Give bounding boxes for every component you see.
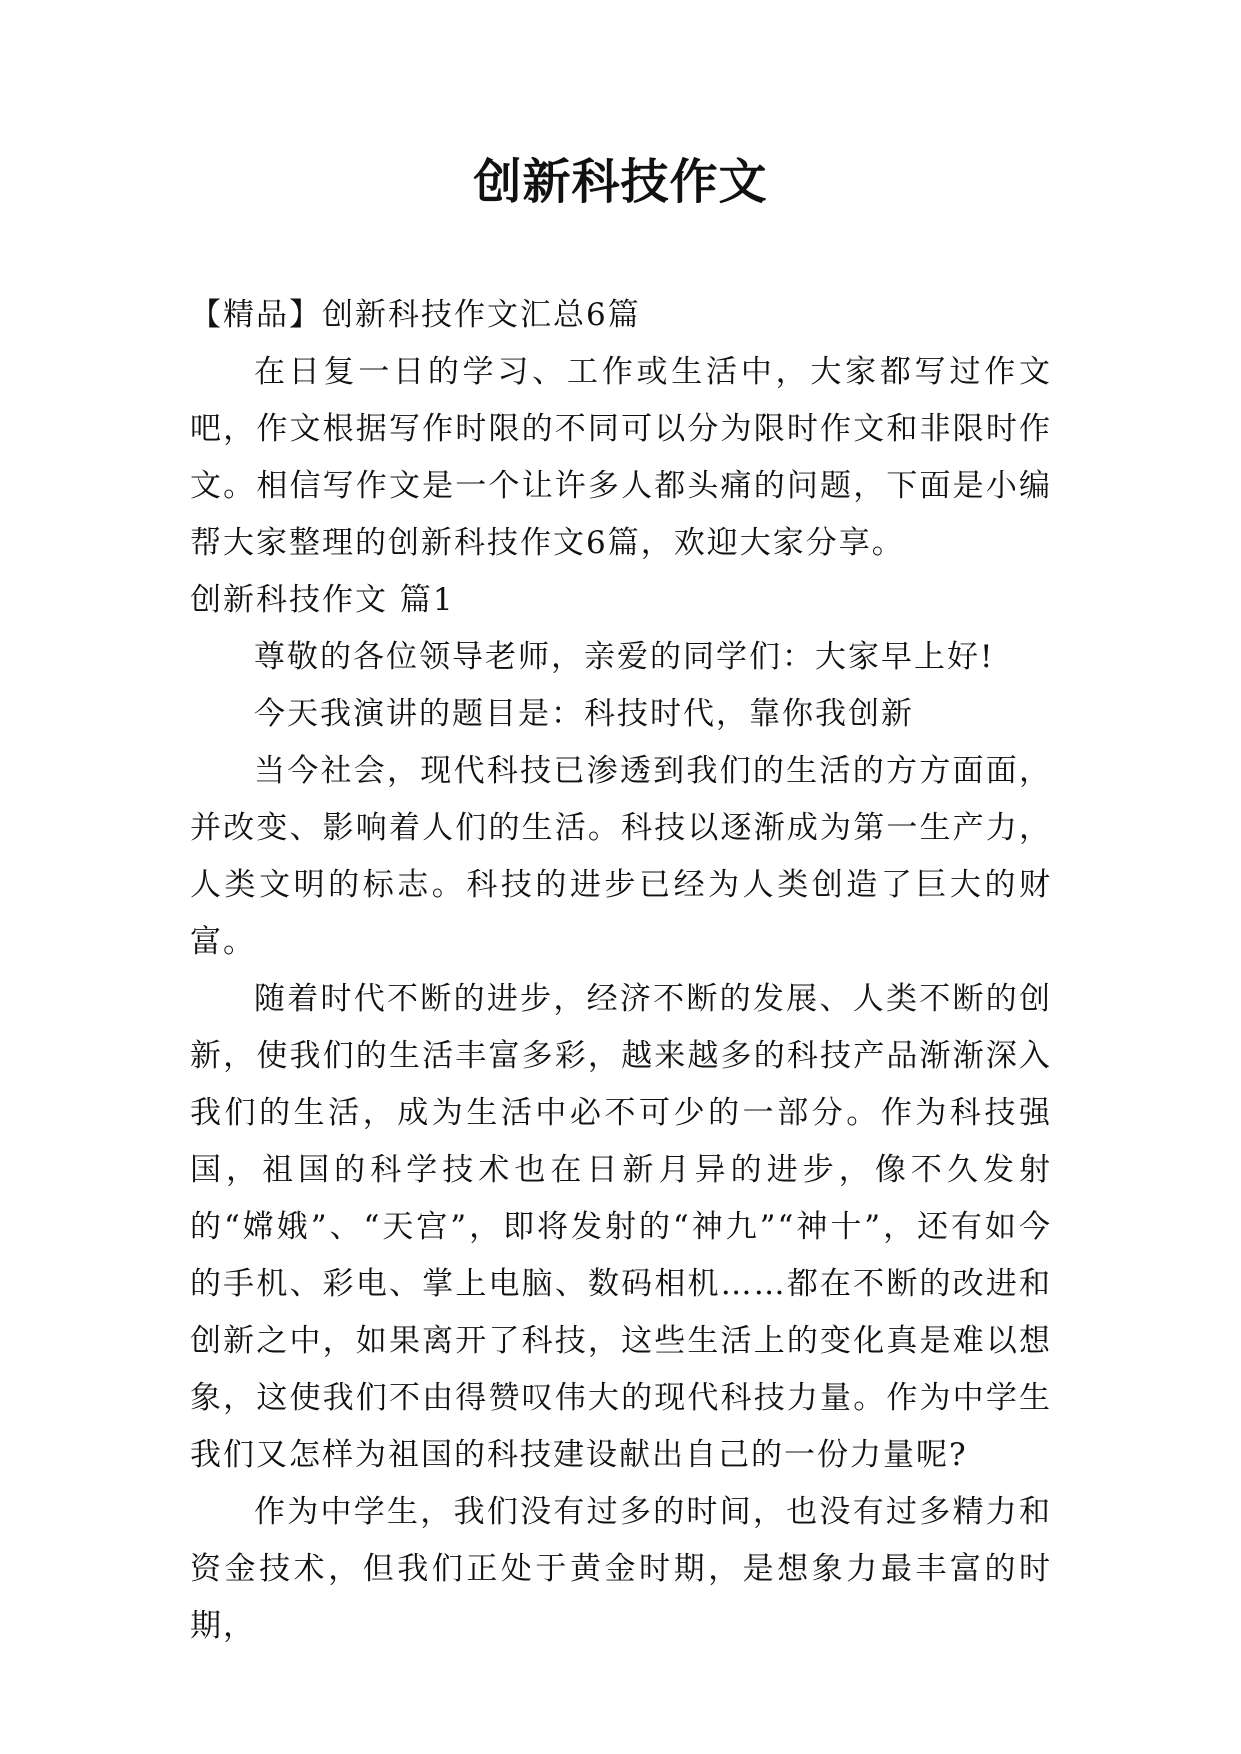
document-body: [190, 287, 1052, 1655]
document-subtitle: 【精品】创新科技作文汇总6篇: [190, 297, 641, 333]
paragraph-3: 作为中学生，我们没有过多的时间，也没有过多精力和资金技术，但我们正处于黄金时期，是想象力最丰富的时期，: [190, 1494, 1052, 1644]
paragraph-2: 随着时代不断的进步，经济不断的发展、人类不断的创新，使我们的生活丰富多彩，越来越多的科技产品渐渐深入我们的生活，成为生活中必不可少的一部分。作为科技强国，祖国的科学技术也在日新月异的进步，像不久发射的“嫦娥”、“天宫”，即将发射的“神九”“神十”，还有如今的手机、彩电、掌上电脑、数码相机……都在不断的改进和创新之中，如果离开了科技，这些生活上的变化真是难以想象，这使我们不由得赞叹伟大的现代科技力量。作为中学生我们又怎样为祖国的科技建设献出自己的一份力量呢?: [190, 981, 1052, 1473]
paragraph-topic: 今天我演讲的题目是：科技时代，靠你我创新: [254, 696, 914, 732]
paragraph-1: 当今社会，现代科技已渗透到我们的生活的方方面面，并改变、影响着人们的生活。科技以逐渐成为第一生产力，人类文明的标志。科技的进步已经为人类创造了巨大的财富。: [190, 753, 1052, 960]
intro-paragraph: 在日复一日的学习、工作或生活中，大家都写过作文吧，作文根据写作时限的不同可以分为限时作文和非限时作文。相信写作文是一个让许多人都头痛的问题，下面是小编帮大家整理的创新科技作文6篇，欢迎大家分享。: [190, 354, 1052, 561]
page-title: 创新科技作文: [473, 154, 768, 210]
paragraph-greeting: 尊敬的各位领导老师，亲爱的同学们：大家早上好!: [254, 639, 995, 675]
section-heading: 创新科技作文 篇1: [190, 582, 455, 618]
